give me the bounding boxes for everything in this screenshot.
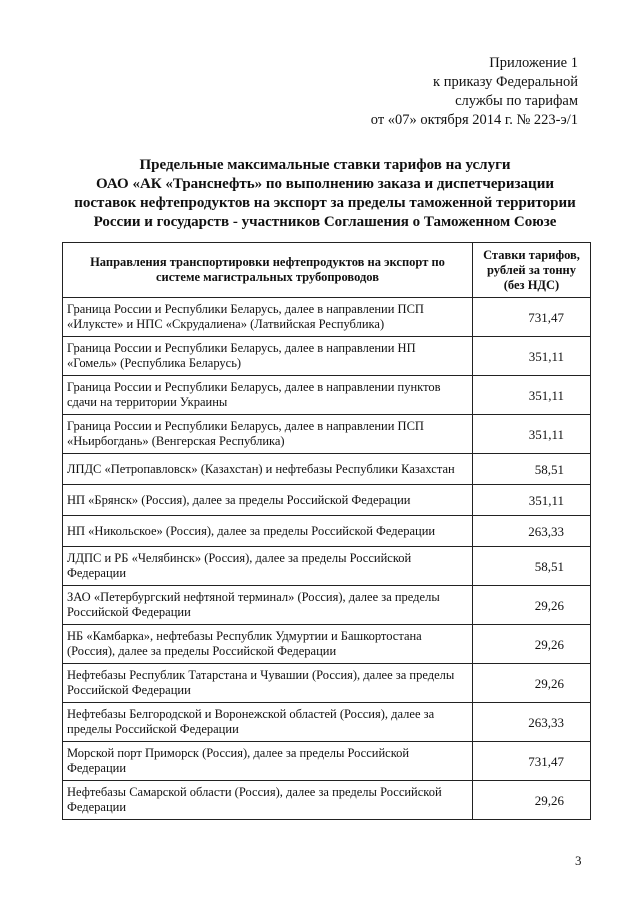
rate-cell: 29,26: [473, 664, 591, 703]
direction-cell: Нефтебазы Самарской области (Россия), далее за пределы Российской Федерации: [63, 781, 473, 820]
rate-cell: 263,33: [473, 703, 591, 742]
table-row: [63, 664, 591, 703]
appendix-header: [318, 54, 578, 130]
title-line: поставок нефтепродуктов на экспорт за пределы таможенной территории: [74, 195, 576, 211]
direction-cell: НБ «Камбарка», нефтебазы Республик Удмуртии и Башкортостана (Россия), далее за пределы Российской Федерации: [63, 625, 473, 664]
rate-cell: 263,33: [473, 516, 591, 547]
rate-cell: 58,51: [473, 547, 591, 586]
table-row: [63, 547, 591, 586]
rate-cell: 29,26: [473, 625, 591, 664]
direction-cell: Граница России и Республики Беларусь, далее в направлении НП «Гомель» (Республика Беларусь): [63, 337, 473, 376]
table-row: [63, 337, 591, 376]
direction-cell: Граница России и Республики Беларусь, далее в направлении ПСП «Илуксте» и НПС «Скрудалиена» (Латвийская Республика): [63, 298, 473, 337]
direction-cell: Нефтебазы Белгородской и Воронежской областей (Россия), далее за пределы Российской Федерации: [63, 703, 473, 742]
table-row: [63, 586, 591, 625]
rate-cell: 351,11: [473, 415, 591, 454]
direction-cell: ЛДПС и РБ «Челябинск» (Россия), далее за пределы Российской Федерации: [63, 547, 473, 586]
table-row: [63, 516, 591, 547]
table-row: [63, 485, 591, 516]
table-row: [63, 625, 591, 664]
table-row: [63, 376, 591, 415]
appendix-line: к приказу Федеральной: [433, 74, 578, 90]
rate-cell: 29,26: [473, 781, 591, 820]
rate-cell: 351,11: [473, 485, 591, 516]
table-row: [63, 415, 591, 454]
table-row: [63, 742, 591, 781]
document-title: [60, 156, 590, 232]
page-number: 3: [575, 853, 582, 868]
title-line: России и государств - участников Соглашения о Таможенном Союзе: [93, 214, 557, 230]
header-direction: Направления транспортировки нефтепродуктов на экспорт по системе магистральных трубопроводов: [63, 243, 473, 298]
table-header-row: [63, 243, 591, 298]
rate-cell: 58,51: [473, 454, 591, 485]
direction-cell: Граница России и Республики Беларусь, далее в направлении пунктов сдачи на территории Украины: [63, 376, 473, 415]
rate-cell: 731,47: [473, 298, 591, 337]
table-row: [63, 781, 591, 820]
rate-cell: 351,11: [473, 337, 591, 376]
direction-cell: Морской порт Приморск (Россия), далее за пределы Российской Федерации: [63, 742, 473, 781]
rate-cell: 731,47: [473, 742, 591, 781]
direction-cell: Нефтебазы Республик Татарстана и Чувашии (Россия), далее за пределы Российской Федерации: [63, 664, 473, 703]
title-line: Предельные максимальные ставки тарифов на услуги: [139, 157, 511, 173]
direction-cell: НП «Никольское» (Россия), далее за пределы Российской Федерации: [63, 516, 473, 547]
table-row: [63, 703, 591, 742]
direction-cell: ЗАО «Петербургский нефтяной терминал» (Россия), далее за пределы Российской Федерации: [63, 586, 473, 625]
tariff-table: [62, 242, 591, 820]
header-rate: Ставки тарифов, рублей за тонну (без НДС): [473, 243, 591, 298]
table-row: [63, 298, 591, 337]
table-row: [63, 454, 591, 485]
direction-cell: Граница России и Республики Беларусь, далее в направлении ПСП «Ньирбогдань» (Венгерская Республика): [63, 415, 473, 454]
direction-cell: ЛПДС «Петропавловск» (Казахстан) и нефтебазы Республики Казахстан: [63, 454, 473, 485]
rate-cell: 29,26: [473, 586, 591, 625]
rate-cell: 351,11: [473, 376, 591, 415]
appendix-line: Приложение 1: [489, 55, 578, 71]
direction-cell: НП «Брянск» (Россия), далее за пределы Российской Федерации: [63, 485, 473, 516]
appendix-line: от «07» октября 2014 г. № 223-э/1: [370, 112, 578, 128]
title-line: ОАО «АК «Транснефть» по выполнению заказа и диспетчеризации: [96, 176, 554, 192]
appendix-line: службы по тарифам: [455, 93, 578, 109]
